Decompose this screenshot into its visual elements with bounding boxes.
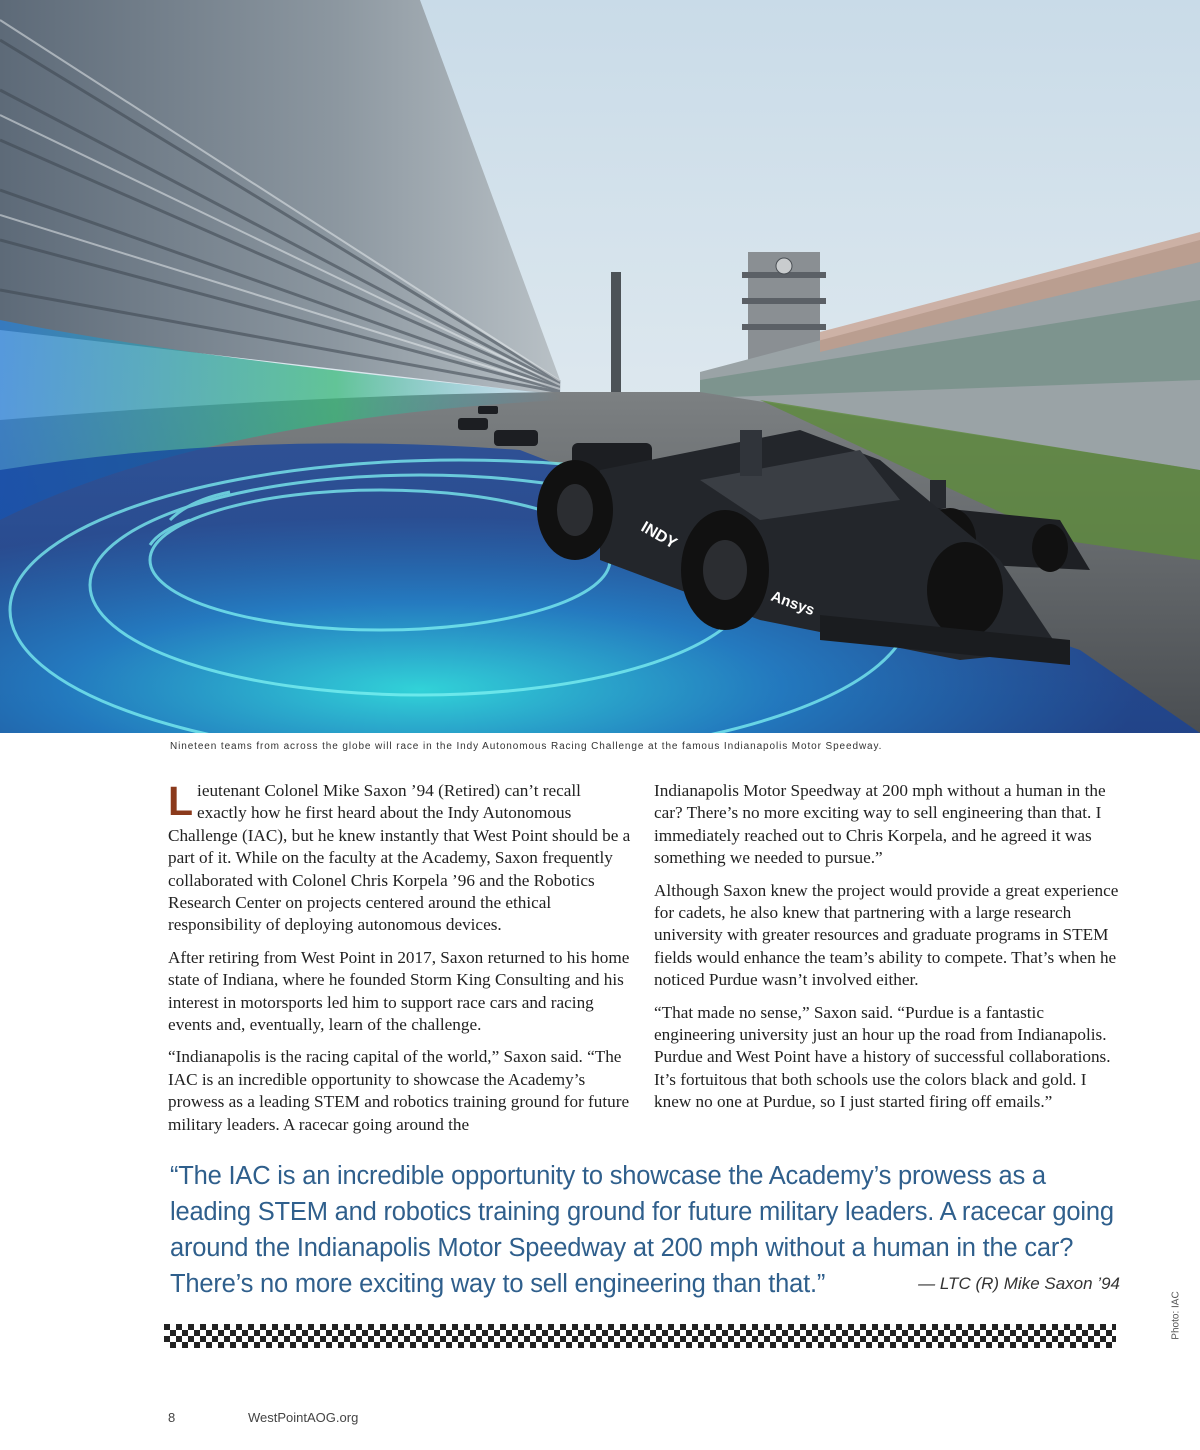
photo-credit: Photo: IAC <box>1170 1291 1182 1340</box>
hero-caption: Nineteen teams from across the globe will race in the Indy Autonomous Racing Challenge at the famous Indianapolis Motor Speedway. <box>170 741 883 752</box>
article-paragraph: Indianapolis Motor Speedway at 200 mph without a human in the car? There’s no more exciting way to sell engineering than that. I immediately reached out to Chris Korpela, and he agreed it was something we needed to pursue.” <box>654 781 1106 868</box>
drop-cap: L <box>168 778 194 824</box>
article-paragraph: After retiring from West Point in 2017, Saxon returned to his home state of Indiana, where he founded Storm King Consulting and his interest in motorsports led him to support race cars and racing events and, eventually, learn of the challenge. <box>168 947 630 1035</box>
article-column-right <box>654 780 1120 1124</box>
livery-ansys-text: Ansys <box>768 587 817 620</box>
article-paragraph: “That made no sense,” Saxon said. “Purdue is a fantastic engineering university just an hour up the road from Indianapolis. Purdue and West Point have a history of successful collaborations. It’s fortuitous that both schools use the colors black and gold. I knew no one at Purdue, so I just started firing off emails.” <box>654 1002 1111 1112</box>
article-paragraph: “Indianapolis is the racing capital of the world,” Saxon said. “The IAC is an incredible opportunity to showcase the Academy’s prowess as a leading STEM and robotics training ground for future military leaders. A racecar going around the <box>168 1047 630 1134</box>
pull-quote-attribution: — LTC (R) Mike Saxon ’94 <box>918 1274 1120 1293</box>
article-column-left <box>168 780 634 1146</box>
pull-quote: “The IAC is an incredible opportunity to showcase the Academy’s prowess as a leading STEM and robotics training ground for future military leaders. A racecar going around the Indianapolis Motor Speedway at 200 mph without a human in the car? There’s no more exciting way to sell engineering than that.” <box>170 1162 1114 1298</box>
livery-indy-text: INDY <box>638 518 680 553</box>
article-paragraph: Although Saxon knew the project would provide a great experience for cadets, he also knew that partnering with a large research university with greater resources and graduate programs in STEM fields would enhance the team’s ability to compete. That’s when he noticed Purdue wasn’t involved either. <box>654 880 1119 990</box>
checkered-flag-divider <box>164 1324 1116 1348</box>
page-number: 8 <box>168 1410 176 1425</box>
article-paragraph: Lieutenant Colonel Mike Saxon ’94 (Retired) can’t recall exactly how he first heard about the Indy Autonomous Challenge (IAC), but he knew instantly that West Point should be a part of it. While on the faculty at the Academy, Saxon frequently collaborated with Colonel Chris Korpela ’96 and the Robotics Research Center on projects centered around the ethical responsibility of deploying autonomous devices. <box>168 778 631 935</box>
footer-website: WestPointAOG.org <box>248 1410 359 1425</box>
